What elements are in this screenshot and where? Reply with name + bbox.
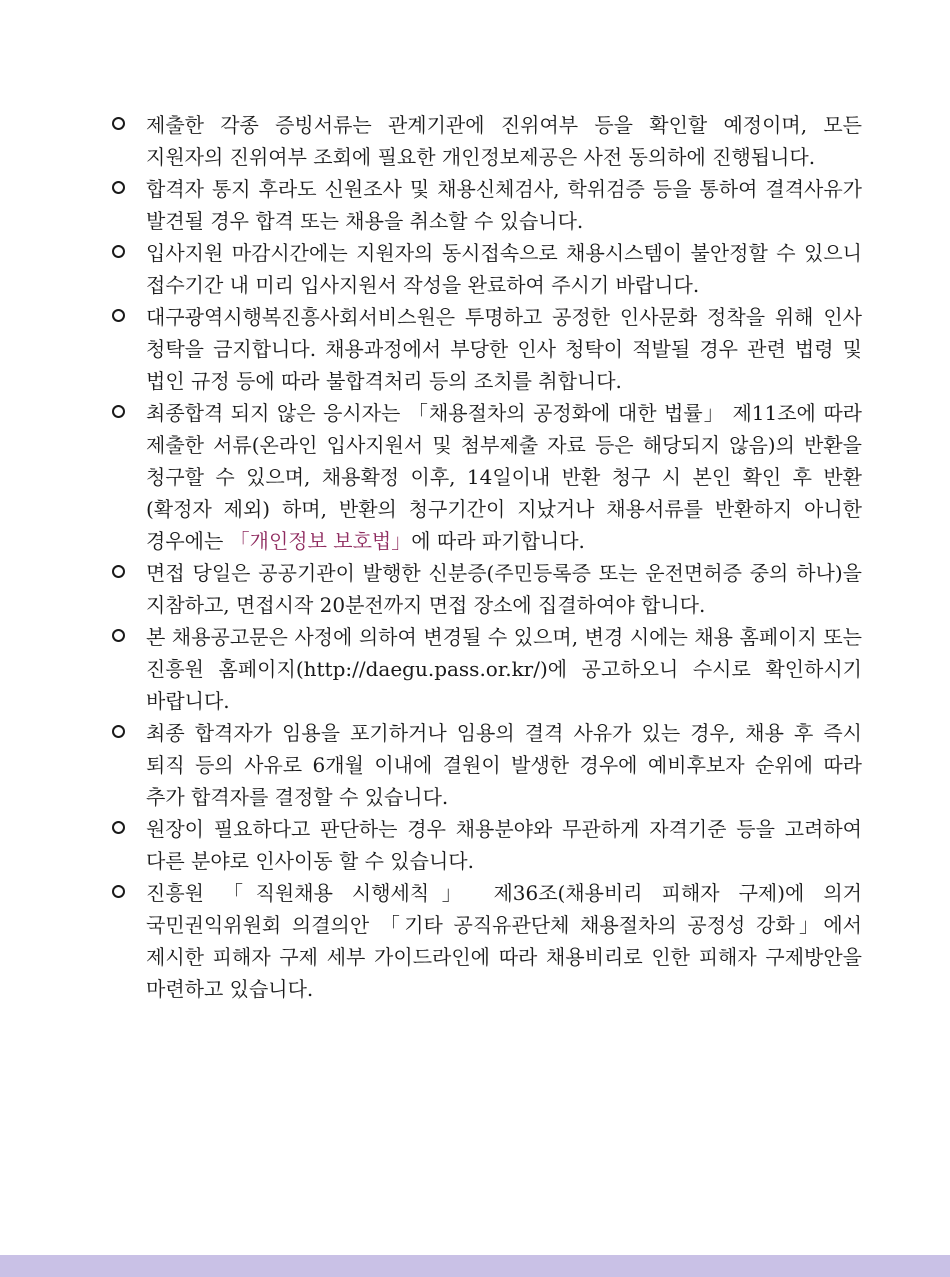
notice-text: 제출한 각종 증빙서류는 관계기관에 진위여부 등을 확인할 예정이며, 모든 지원자의 진위여부 조회에 필요한 개인정보제공은 사전 동의하에 진행됩니다. [146, 113, 862, 169]
notice-text: 대구광역시행복진흥사회서비스원은 투명하고 공정한 인사문화 정착을 위해 인사 청탁을 금지합니다. 채용과정에서 부당한 인사 청탁이 적발될 경우 관련 법령 및 법인 규정 등에 따라 불합격처리 등의 조치를 취합니다. [146, 305, 862, 393]
notice-item [112, 301, 862, 397]
notice-item [112, 557, 862, 621]
notice-text-end: 에 따라 파기합니다. [411, 529, 585, 553]
notice-text: 원장이 필요하다고 판단하는 경우 채용분야와 무관하게 자격기준 등을 고려하여 다른 분야로 인사이동 할 수 있습니다. [146, 817, 862, 873]
footer-band [0, 1255, 950, 1277]
notice-item [112, 109, 862, 173]
circle-bullet-icon [112, 629, 125, 642]
circle-bullet-icon [112, 885, 125, 898]
notice-item [112, 397, 862, 557]
notice-item [112, 237, 862, 301]
notice-item [112, 621, 862, 717]
notice-text: 면접 당일은 공공기관이 발행한 신분증(주민등록증 또는 운전면허증 중의 하나)을 지참하고, 면접시작 20분전까지 면접 장소에 집결하여야 합니다. [146, 561, 862, 617]
notice-item [112, 173, 862, 237]
notice-text: 합격자 통지 후라도 신원조사 및 채용신체검사, 학위검증 등을 통하여 결격사유가 발견될 경우 합격 또는 채용을 취소할 수 있습니다. [146, 177, 862, 233]
privacy-law-highlight: 「개인정보 보호법」 [229, 529, 412, 553]
notice-text: 최종합격 되지 않은 응시자는 「채용절차의 공정화에 대한 법률」 제11조에 따라 제출한 서류(온라인 입사지원서 및 첨부제출 자료 등은 해당되지 않음)의 반환을 청구할 수 있으며, 채용확정 이후, 14일이내 반환 청구 시 본인 확인 후 반환(확정자 제외) 하며, 반환의 청구기간이 지났거나 채용서류를 반환하지 아니한 경우에는 [146, 401, 862, 553]
notice-item [112, 877, 862, 1005]
notice-text: 본 채용공고문은 사정에 의하여 변경될 수 있으며, 변경 시에는 채용 홈페이지 또는 진흥원 홈페이지(http://daegu.pass.or.kr/)에 공고하오니 수시로 확인하시기 바랍니다. [146, 625, 862, 713]
circle-bullet-icon [112, 821, 125, 834]
circle-bullet-icon [112, 245, 125, 258]
circle-bullet-icon [112, 405, 125, 418]
notice-item [112, 813, 862, 877]
circle-bullet-icon [112, 725, 125, 738]
circle-bullet-icon [112, 565, 125, 578]
circle-bullet-icon [112, 309, 125, 322]
notice-item [112, 717, 862, 813]
notice-text: 입사지원 마감시간에는 지원자의 동시접속으로 채용시스템이 불안정할 수 있으니 접수기간 내 미리 입사지원서 작성을 완료하여 주시기 바랍니다. [146, 241, 862, 297]
notice-list [112, 109, 862, 1005]
notice-text: 진흥원 「직원채용 시행세칙」 제36조(채용비리 피해자 구제)에 의거 국민권익위원회 의결의안 「기타 공직유관단체 채용절차의 공정성 강화」에서 제시한 피해자 구제 세부 가이드라인에 따라 채용비리로 인한 피해자 구제방안을 마련하고 있습니다. [146, 881, 862, 1001]
circle-bullet-icon [112, 117, 125, 130]
notice-text: 최종 합격자가 임용을 포기하거나 임용의 결격 사유가 있는 경우, 채용 후 즉시 퇴직 등의 사유로 6개월 이내에 결원이 발생한 경우에 예비후보자 순위에 따라 추가 합격자를 결정할 수 있습니다. [146, 721, 862, 809]
circle-bullet-icon [112, 181, 125, 194]
